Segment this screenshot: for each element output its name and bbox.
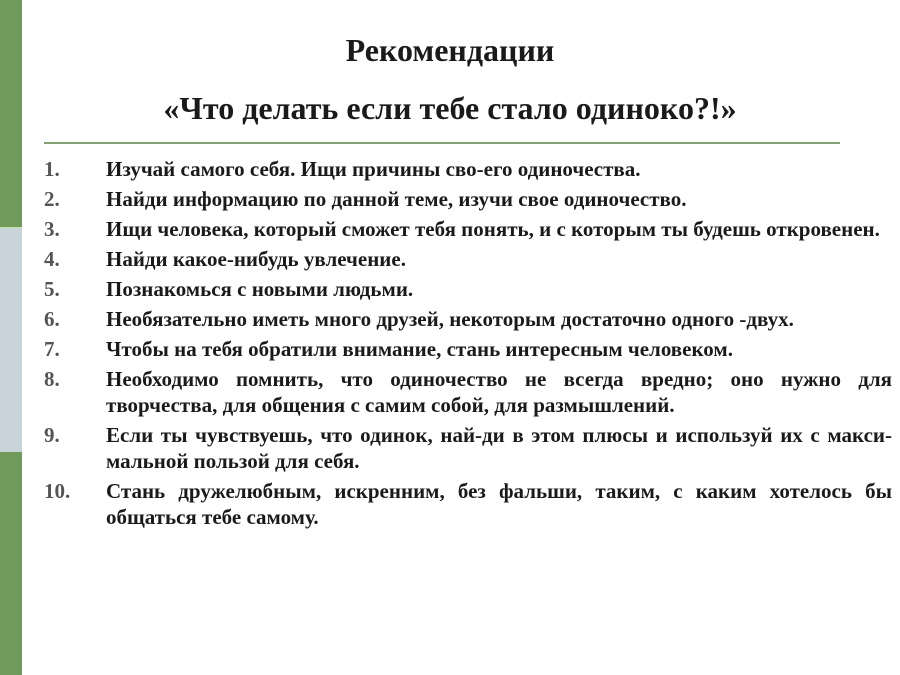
list-item: [44, 276, 892, 302]
side-bar-gray-middle: [0, 227, 22, 452]
item-number: 4.: [44, 247, 60, 271]
item-text: Необходимо помнить, что одиночество не всегда вредно; оно нужно для творчества, для общения с самим собой, для размышлений.: [106, 367, 892, 417]
item-number: 6.: [44, 307, 60, 331]
item-text: Найди информацию по данной теме, изучи свое одиночество.: [106, 187, 687, 211]
title-divider: [44, 142, 840, 144]
item-number: 1.: [44, 157, 60, 181]
side-accent-bar: [0, 0, 22, 675]
item-text: Ищи человека, который сможет тебя понять, и с которым ты будешь откровенен.: [106, 217, 880, 241]
item-text: Стань дружелюбным, искренним, без фальши, таким, с каким хотелось бы общаться тебе самому.: [106, 479, 892, 529]
side-bar-green-top: [0, 0, 22, 227]
list-item: [44, 216, 892, 242]
item-number: 8.: [44, 367, 60, 391]
item-text: Чтобы на тебя обратили внимание, стань интересным человеком.: [106, 337, 733, 361]
list-item: [44, 306, 892, 332]
item-number: 9.: [44, 423, 60, 447]
item-text: Познакомься с новыми людьми.: [106, 277, 414, 301]
item-text: Найди какое-нибудь увлечение.: [106, 247, 406, 271]
list-item: [44, 478, 892, 530]
recommendations-list: [44, 156, 892, 534]
list-item: [44, 366, 892, 418]
item-number: 10.: [44, 479, 71, 503]
item-text: Если ты чувствуешь, что одинок, най-ди в этом плюсы и используй их с макси-мальной пользой для себя.: [106, 423, 892, 473]
item-number: 5.: [44, 277, 60, 301]
item-number: 2.: [44, 187, 60, 211]
side-bar-green-bottom: [0, 452, 22, 675]
item-text: Изучай самого себя. Ищи причины сво-его одиночества.: [106, 157, 641, 181]
list-item: [44, 336, 892, 362]
item-number: 7.: [44, 337, 60, 361]
list-item: [44, 246, 892, 272]
page-title: Рекомендации: [345, 32, 555, 68]
list-item: [44, 186, 892, 212]
item-number: 3.: [44, 217, 60, 241]
page-subtitle: «Что делать если тебе стало одиноко?!»: [163, 90, 737, 126]
list-item: [44, 422, 892, 474]
item-text: Необязательно иметь много друзей, некоторым достаточно одного -двух.: [106, 307, 794, 331]
list-item: [44, 156, 892, 182]
